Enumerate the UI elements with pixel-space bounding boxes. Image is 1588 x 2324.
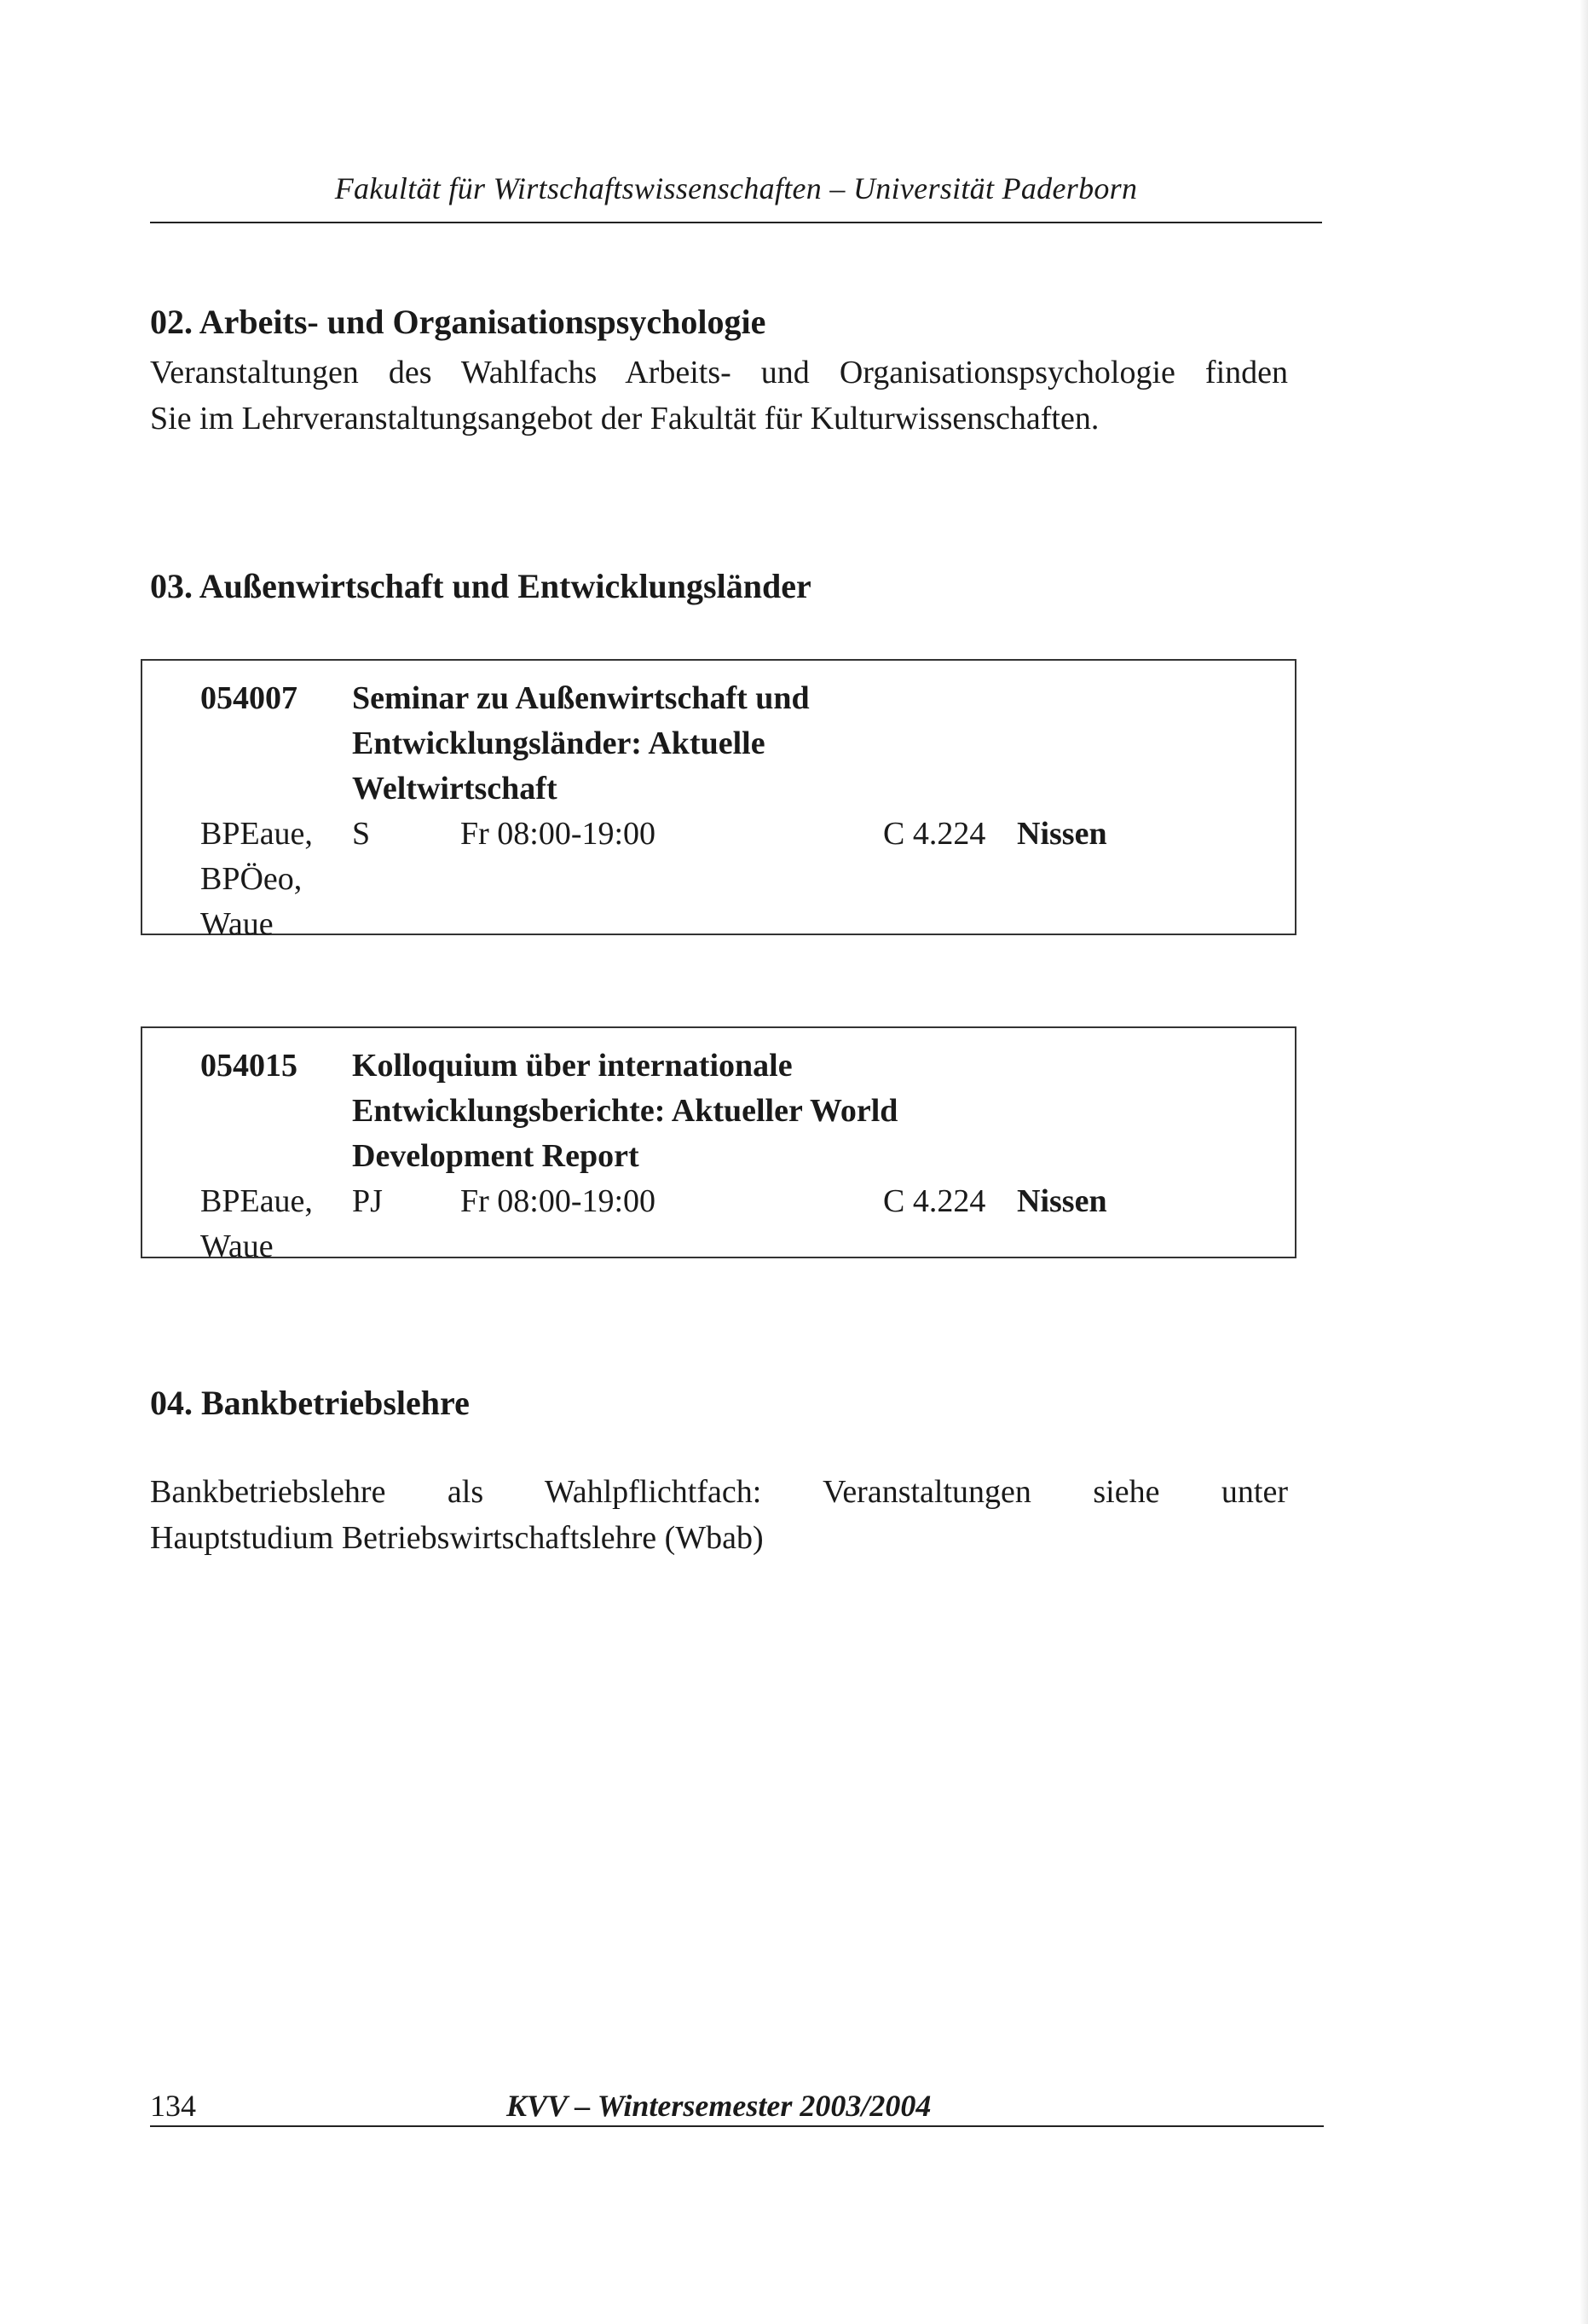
degree-line: BPEaue, — [200, 816, 313, 852]
course-time: Fr 08:00-19:00 — [460, 816, 656, 852]
section-title-arbeitspsychologie: 02. Arbeits- und Organisationspsychologie — [150, 303, 766, 341]
section-title-aussenwirtschaft: 03. Außenwirtschaft und Entwicklungsländer — [150, 567, 811, 605]
page-edge-shadow — [1579, 0, 1588, 2324]
course-degrees — [200, 1179, 313, 1269]
course-title-line: Entwicklungsberichte: Aktueller World — [352, 1093, 898, 1129]
course-entry-054007 — [141, 659, 1296, 942]
course-title-line: Weltwirtschaft — [352, 771, 557, 806]
course-title-line: Entwicklungsländer: Aktuelle — [352, 726, 765, 761]
course-lecturer: Nissen — [1017, 1183, 1107, 1219]
course-degrees — [200, 812, 313, 947]
course-title-line: Kolloquium über internationale — [352, 1048, 793, 1084]
page-number: 134 — [150, 2089, 196, 2123]
section-title-bankbetriebslehre: 04. Bankbetriebslehre — [150, 1384, 470, 1422]
course-title — [352, 676, 810, 812]
course-title-line: Development Report — [352, 1138, 639, 1174]
section-text-arbeitspsychologie — [150, 350, 1288, 442]
degree-line: BPÖeo, — [200, 861, 303, 897]
course-title — [352, 1043, 898, 1179]
text-line: Hauptstudium Betriebswirtschaftslehre (Wbab) — [150, 1520, 764, 1556]
degree-line: BPEaue, — [200, 1183, 313, 1219]
course-type: S — [352, 816, 371, 852]
course-title-line: Seminar zu Außenwirtschaft und — [352, 680, 810, 716]
course-room: C 4.224 — [883, 816, 986, 852]
course-lecturer: Nissen — [1017, 816, 1107, 852]
course-entry-054015 — [141, 1026, 1296, 1264]
degree-line: Waue — [200, 906, 274, 942]
footer-rule — [150, 2125, 1324, 2127]
running-footer: KVV – Wintersemester 2003/2004 — [506, 2089, 932, 2123]
section-text-bankbetriebslehre — [150, 1469, 1288, 1561]
text-line: Sie im Lehrveranstaltungsangebot der Fakultät für Kulturwissenschaften. — [150, 401, 1100, 436]
course-number: 054007 — [200, 680, 297, 716]
course-time: Fr 08:00-19:00 — [460, 1183, 656, 1219]
degree-line: Waue — [200, 1228, 274, 1264]
text-line: Veranstaltungen des Wahlfachs Arbeits- und Organisationspsychologie finden — [150, 355, 1288, 390]
course-room: C 4.224 — [883, 1183, 986, 1219]
course-number: 054015 — [200, 1048, 297, 1084]
header-rule — [150, 222, 1322, 223]
course-type: PJ — [352, 1183, 383, 1219]
running-header: Fakultät für Wirtschaftswissenschaften – Universität Paderborn — [334, 171, 1138, 205]
text-line: Bankbetriebslehre als Wahlpflichtfach: Veranstaltungen siehe unter — [150, 1474, 1288, 1510]
